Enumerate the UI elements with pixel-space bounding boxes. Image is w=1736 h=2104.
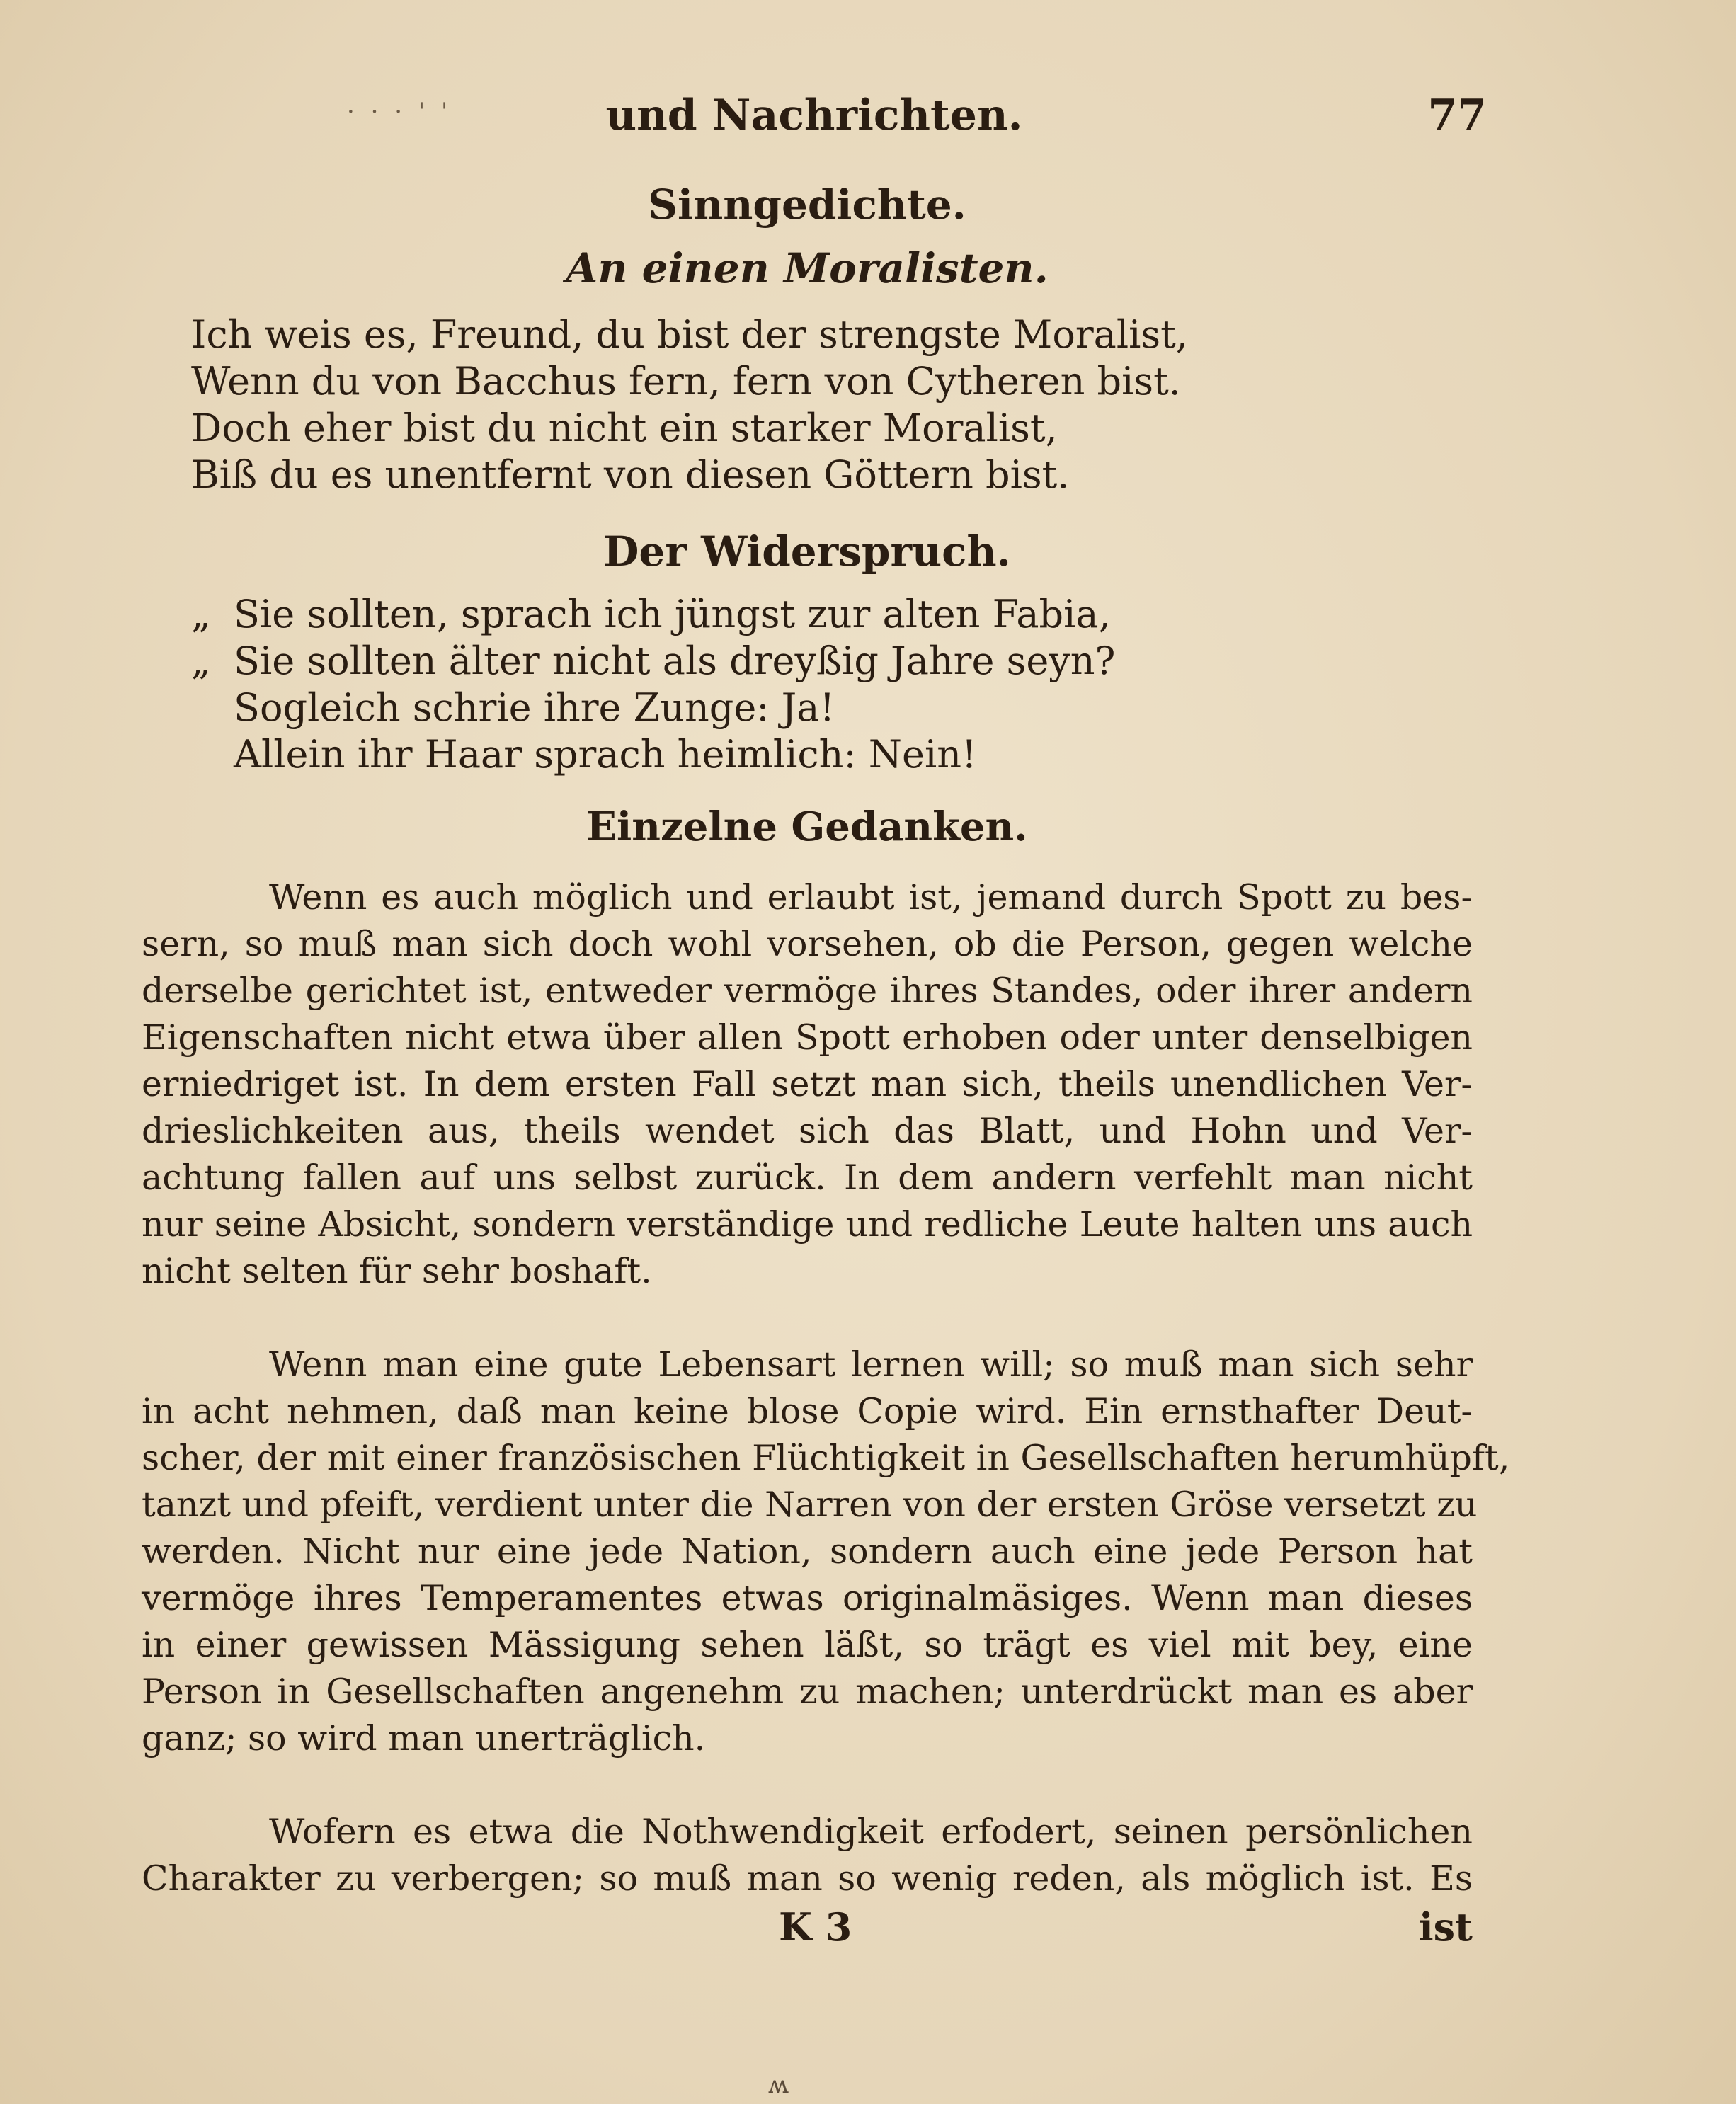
verse-line: Doch eher bist du nicht ein starker Moralist, — [191, 406, 1058, 450]
text-line: Wofern es etwa die Nothwendigkeit erfodert, seinen persönlichen — [269, 1812, 1473, 1852]
quote-mark: „ — [191, 639, 211, 683]
page-header — [142, 91, 1487, 154]
text-line: Person in Gesellschaften angenehm zu machen; unterdrückt man es aber — [142, 1671, 1473, 1712]
text-line: derselbe gerichtet ist, entweder vermöge ihres Standes, oder ihrer andern — [142, 971, 1473, 1011]
poem-widerspruch — [191, 591, 1116, 778]
signature-mark: K 3 — [779, 1904, 852, 1950]
text-line: tanzt und pfeift, verdient unter die Narren von der ersten Gröse versetzt zu — [142, 1485, 1478, 1525]
text-line: Eigenschaften nicht etwa über allen Spott erhoben oder unter denselbigen — [142, 1017, 1473, 1058]
text-line: erniedriget ist. In dem ersten Fall setzt man sich, theils unendlichen Ver- — [142, 1064, 1473, 1104]
text-line: in acht nehmen, daß man keine blose Copie wird. Ein ernsthafter Deut- — [142, 1391, 1473, 1431]
verse-line: Allein ihr Haar sprach heimlich: Nein! — [234, 732, 977, 777]
poem-title-widerspruch: Der Widerspruch. — [603, 527, 1011, 576]
verse-line — [191, 591, 1116, 638]
verse-line: Ich weis es, Freund, du bist der strengste Moralist, — [191, 312, 1188, 357]
text-line: Wenn es auch möglich und erlaubt ist, jemand durch Spott zu bes- — [269, 877, 1473, 917]
header-dots: · · · ' ' — [347, 98, 452, 126]
thoughts-title: Einzelne Gedanken. — [586, 804, 1028, 850]
text-line: vermöge ihres Temperamentes etwas originalmäsiges. Wenn man dieses — [142, 1578, 1473, 1618]
text-line: in einer gewissen Mässigung sehen läßt, so trägt es viel mit bey, eine — [142, 1625, 1473, 1665]
poem-title-moralist: An einen Moralisten. — [566, 244, 1049, 292]
verse-line: Sogleich schrie ihre Zunge: Ja! — [234, 685, 835, 730]
verse-text: Sie sollten älter nicht als dreyßig Jahre seyn? — [234, 639, 1116, 683]
bottom-ornament: ʍ — [768, 2071, 789, 2099]
text-line: Wenn man eine gute Lebensart lernen will; so muß man sich sehr — [269, 1344, 1473, 1385]
section-heading: Sinngedichte. — [648, 181, 966, 229]
text-line: Charakter zu verbergen; so muß man so wenig reden, als möglich ist. Es — [142, 1858, 1473, 1899]
running-title: und Nachrichten. — [605, 91, 1023, 140]
page-footer — [142, 1904, 1473, 1961]
text-line: ganz; so wird man unerträglich. — [142, 1718, 706, 1759]
text-line: werden. Nicht nur eine jede Nation, sondern auch eine jede Person hat — [142, 1531, 1473, 1572]
verse-line: Biß du es unentfernt von diesen Göttern bist. — [191, 452, 1070, 497]
page-number: 77 — [1427, 91, 1487, 140]
verse-text: Sie sollten, sprach ich jüngst zur alten Fabia, — [234, 592, 1111, 636]
text-line: drieslichkeiten aus, theils wendet sich das Blatt, und Hohn und Ver- — [142, 1111, 1473, 1151]
text-line: sern, so muß man sich doch wohl vorsehen, ob die Person, gegen welche — [142, 924, 1473, 964]
verse-line — [191, 638, 1116, 685]
text-line: nur seine Absicht, sondern verständige und redliche Leute halten uns auch — [142, 1204, 1473, 1245]
verse-line: Wenn du von Bacchus fern, fern von Cytheren bist. — [191, 359, 1181, 404]
paragraph-3 — [142, 1809, 1473, 1902]
poem-moralist — [191, 311, 1188, 498]
text-line: scher, der mit einer französischen Flüchtigkeit in Gesellschaften herumhüpft, — [142, 1438, 1510, 1478]
text-line: nicht selten für sehr boshaft. — [142, 1251, 652, 1291]
text-line: achtung fallen auf uns selbst zurück. In dem andern verfehlt man nicht — [142, 1157, 1473, 1198]
paragraph-1 — [142, 874, 1473, 1295]
catchword: ist — [1419, 1904, 1473, 1950]
paragraph-2 — [142, 1342, 1510, 1762]
quote-mark: „ — [191, 592, 211, 636]
